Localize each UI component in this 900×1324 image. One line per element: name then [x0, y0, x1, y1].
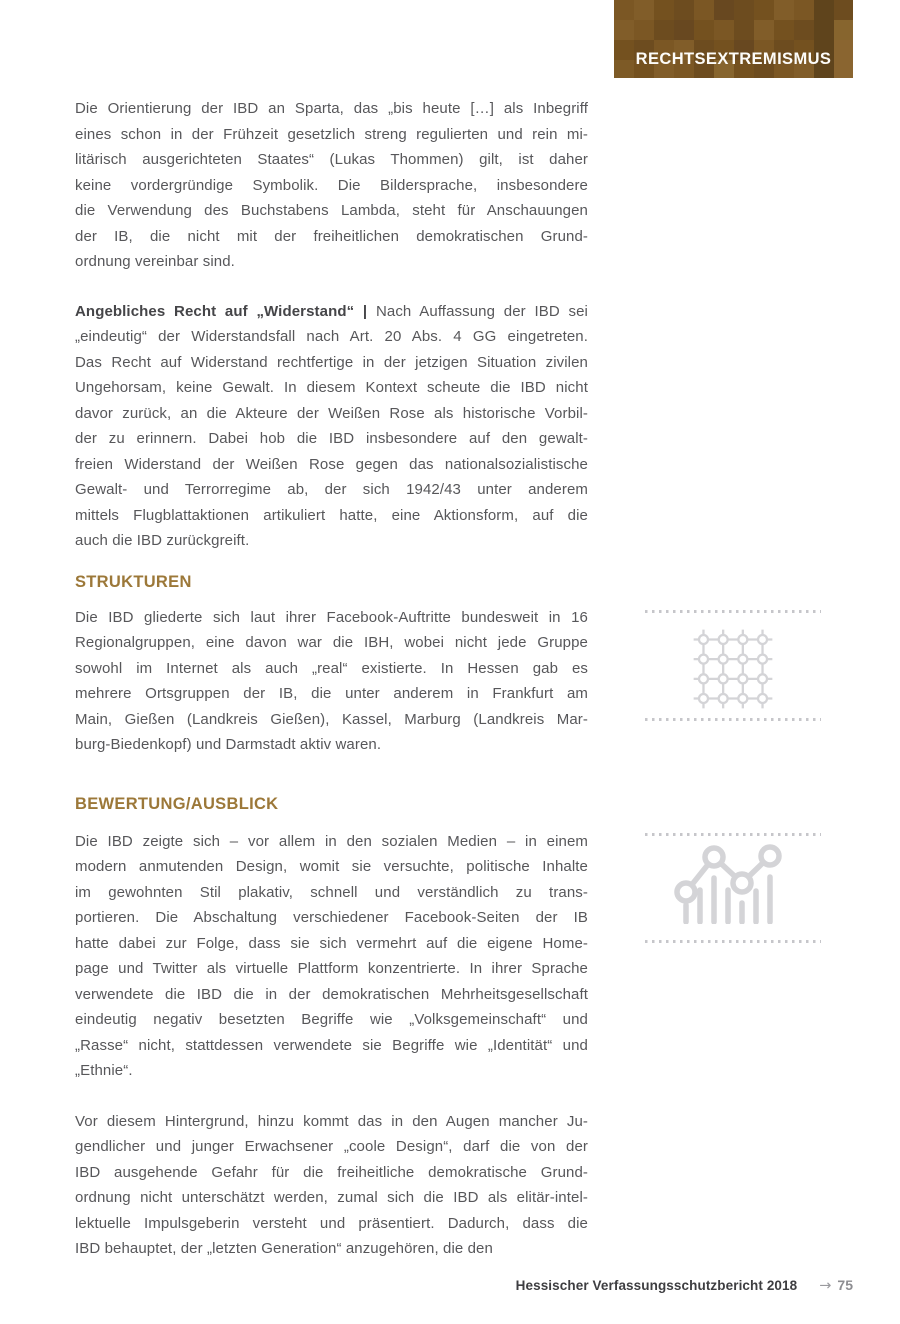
- text-line: Vor diesem Hintergrund, hinzu kommt das in den Augen mancher Ju-: [75, 1112, 588, 1130]
- text-line: ordnung nicht unterschätzt werden, zumal sich die IBD als elitär-intel-: [75, 1189, 588, 1206]
- text-line: Das Recht auf Widerstand rechtfertige in der jetzigen Situation zivilen: [75, 353, 588, 371]
- text-line: mittels Flugblattaktionen artikuliert hatte, eine Aktionsform, auf die: [75, 506, 588, 524]
- dotted-divider: [645, 718, 821, 721]
- text-line: burg-Biedenkopf) und Darmstadt aktiv waren.: [75, 736, 382, 753]
- section-heading-bewertung-ausblick: BEWERTUNG/AUSBLICK: [75, 794, 279, 813]
- text-line: hatte dabei zur Folge, dass sie sich vermehrt auf die eigene Home-: [75, 934, 588, 952]
- text-line: Die IBD gliederte sich laut ihrer Facebook-Auftritte bundesweit in 16: [75, 608, 588, 626]
- text-line: Main, Gießen (Landkreis Gießen), Kassel, Marburg (Landkreis Mar-: [75, 710, 588, 728]
- text-line: „eindeutig“ der Widerstandsfall nach Art. 20 Abs. 4 GG eingetreten.: [75, 328, 588, 345]
- paragraph-strukturen: [75, 605, 588, 758]
- text-line: im gewohnten Stil plakativ, schnell und verständlich zu trans-: [75, 883, 588, 901]
- text-line: Ungehorsam, keine Gewalt. In diesem Kontext scheute die IBD nicht: [75, 379, 588, 396]
- paragraph-orientation-sparta: [75, 96, 588, 275]
- paragraph-bewertung-1: [75, 829, 588, 1084]
- paragraph-recht-auf-widerstand: [75, 299, 588, 554]
- text-line: litärisch ausgerichteten Staates“ (Lukas Thommen) gilt, ist daher: [75, 151, 588, 168]
- decoration-column: [645, 0, 821, 1000]
- dotted-divider: [645, 610, 821, 613]
- text-line: [75, 299, 588, 325]
- text-line: IBD ausgehende Gefahr für die freiheitliche demokratische Grund-: [75, 1163, 588, 1181]
- text-line: Die Orientierung der IBD an Sparta, das „bis heute […] als Inbegriff: [75, 100, 588, 117]
- content-column: [75, 0, 588, 1262]
- report-title: Hessischer Verfassungsschutzbericht 2018: [515, 1278, 798, 1293]
- text-line: modern anmutenden Design, womit sie versuchte, politische Inhalte: [75, 858, 588, 875]
- run-in-heading: Angebliches Recht auf „Widerstand“ |: [75, 302, 368, 320]
- text-line: „Ethnie“.: [75, 1062, 133, 1079]
- text-line: Regionalgruppen, eine davon war die IBH, wobei nicht jede Gruppe: [75, 634, 588, 651]
- text-line: ordnung vereinbar sind.: [75, 253, 235, 270]
- page-arrow-icon: →: [819, 1278, 832, 1294]
- text-line: sowohl im Internet als auch „real“ existierte. In Hessen gab es: [75, 659, 588, 677]
- text-line: page und Twitter als virtuelle Plattform konzentrierte. In ihrer Sprache: [75, 960, 588, 977]
- text-line: eindeutig negativ besetzten Begriffe wie „Volksgemeinschaft“ und: [75, 1011, 588, 1028]
- text-line: mehrere Ortsgruppen der IB, die unter anderem in Frankfurt am: [75, 685, 588, 702]
- dotted-divider: [645, 940, 821, 943]
- section-heading-strukturen: STRUKTUREN: [75, 572, 192, 591]
- text-line: lektuelle Impulsgeberin versteht und präsentiert. Dadurch, dass die: [75, 1214, 588, 1232]
- text-line-rest: Nach Auffassung der IBD sei: [367, 302, 588, 320]
- text-line: davor zurück, an die Akteure der Weißen Rose als historische Vorbil-: [75, 404, 588, 422]
- category-badge-label: RECHTSEXTREMISMUS: [635, 50, 832, 68]
- text-line: der IB, die nicht mit der freiheitlichen demokratischen Grund-: [75, 227, 588, 245]
- text-line: eines schon in der Frühzeit gesetzlich streng regulierten und rein mi-: [75, 125, 588, 143]
- text-line: portieren. Die Abschaltung verschiedener Facebook-Seiten der IB: [75, 909, 588, 926]
- text-line: verwendete die IBD die in der demokratischen Mehrheitsgesellschaft: [75, 985, 588, 1003]
- text-line: auch die IBD zurückgreift.: [75, 532, 250, 549]
- text-line: „Rasse“ nicht, stattdessen verwendete sie Begriffe wie „Identität“ und: [75, 1036, 588, 1054]
- text-line: der zu erinnern. Dabei hob die IBD insbesondere auf den gewalt-: [75, 430, 588, 447]
- text-line: IBD behauptet, der „letzten Generation“ anzugehören, die den: [75, 1240, 493, 1257]
- paragraph-bewertung-2: [75, 1109, 588, 1262]
- network-grid-icon: [692, 628, 774, 710]
- paragraph-lines: [75, 324, 588, 554]
- page-footer: [516, 1277, 853, 1294]
- bar-line-chart-icon: [674, 844, 784, 924]
- text-line: Die IBD zeigte sich – vor allem in den sozialen Medien – in einem: [75, 832, 588, 850]
- text-line: gendlicher und junger Erwachsener „coole Design“, darf die von der: [75, 1138, 588, 1155]
- text-line: Gewalt- und Terrorregime ab, der sich 1942/43 unter anderem: [75, 481, 588, 498]
- text-line: die Verwendung des Buchstabens Lambda, steht für Anschauungen: [75, 202, 588, 219]
- text-line: freien Widerstand der Weißen Rose gegen das nationalsozialistische: [75, 455, 588, 473]
- dotted-divider: [645, 833, 821, 836]
- page-number: 75: [837, 1277, 853, 1293]
- text-line: keine vordergründige Symbolik. Die Bildersprache, insbesondere: [75, 176, 588, 194]
